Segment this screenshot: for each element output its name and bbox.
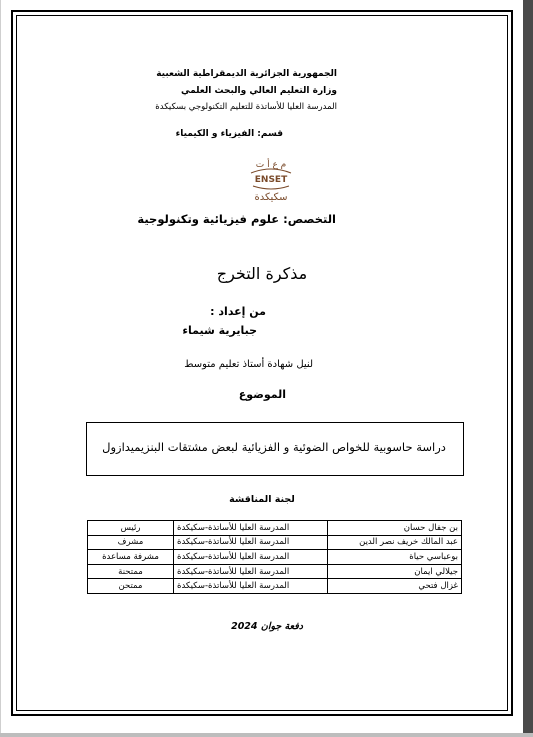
- jury-role: مشرف: [88, 535, 174, 550]
- window-bottom-edge: [0, 733, 533, 737]
- document-page: [1, 0, 523, 733]
- logo-arabic-bottom: سكيكدة: [254, 192, 288, 203]
- jury-name: عبد المالك خريف نصر الدين: [328, 535, 462, 550]
- table-row: [88, 521, 462, 536]
- graduation-date: دفعة جوان 2024: [231, 621, 303, 632]
- jury-name: غزال فتحي: [328, 579, 462, 594]
- jury-name: بن جفال حسان: [328, 521, 462, 536]
- table-row: [88, 535, 462, 550]
- ministry-heading: وزارة التعليم العالي والبحث العلمي: [180, 86, 337, 96]
- jury-table: [87, 520, 462, 594]
- document-title: مذكرة التخرج: [216, 264, 308, 283]
- specialty-label: التخصص: علوم فيزيائية وتكنولوجية: [137, 212, 336, 226]
- jury-institution: المدرسة العليا للأساتذة-سكيكدة: [174, 564, 328, 579]
- logo-latin: ENSET: [254, 175, 288, 185]
- jury-institution: المدرسة العليا للأساتذة-سكيكدة: [174, 535, 328, 550]
- subject-label: الموضوع: [238, 388, 286, 401]
- window-scrollbar-edge[interactable]: [523, 0, 533, 737]
- enset-logo: [245, 157, 297, 203]
- jury-role: مشرفة مساعدة: [88, 550, 174, 565]
- school-heading: المدرسة العليا للأساتذة للتعليم التكنولوجي بسكيكدة: [155, 102, 337, 112]
- table-row: [88, 550, 462, 565]
- jury-name: بوعباسي حياة: [328, 550, 462, 565]
- committee-label: لجنة المناقشة: [229, 494, 295, 505]
- jury-role: ممتحنة: [88, 564, 174, 579]
- logo-arabic-top: م ع أ ت: [255, 160, 287, 170]
- jury-institution: المدرسة العليا للأساتذة-سكيكدة: [174, 579, 328, 594]
- table-row: [88, 579, 462, 594]
- prepared-by-label: من إعداد :: [210, 305, 266, 318]
- jury-institution: المدرسة العليا للأساتذة-سكيكدة: [174, 521, 328, 536]
- jury-role: ممتحن: [88, 579, 174, 594]
- student-name: جبايرية شيماء: [182, 324, 257, 337]
- jury-name: جيلالي ايمان: [328, 564, 462, 579]
- republic-heading: الجمهورية الجزائرية الديمقراطية الشعبية: [156, 69, 337, 79]
- jury-role: رئيس: [88, 521, 174, 536]
- degree-text: لنيل شهادة أستاذ تعليم متوسط: [184, 359, 313, 370]
- jury-institution: المدرسة العليا للأساتذة-سكيكدة: [174, 550, 328, 565]
- table-row: [88, 564, 462, 579]
- subject-text: دراسة حاسوبية للخواص الضوئية و الفزيائية لبعض مشتقات البنزيميدازول: [102, 440, 446, 454]
- department-label: قسم: الفيزياء و الكيمياء: [175, 129, 283, 139]
